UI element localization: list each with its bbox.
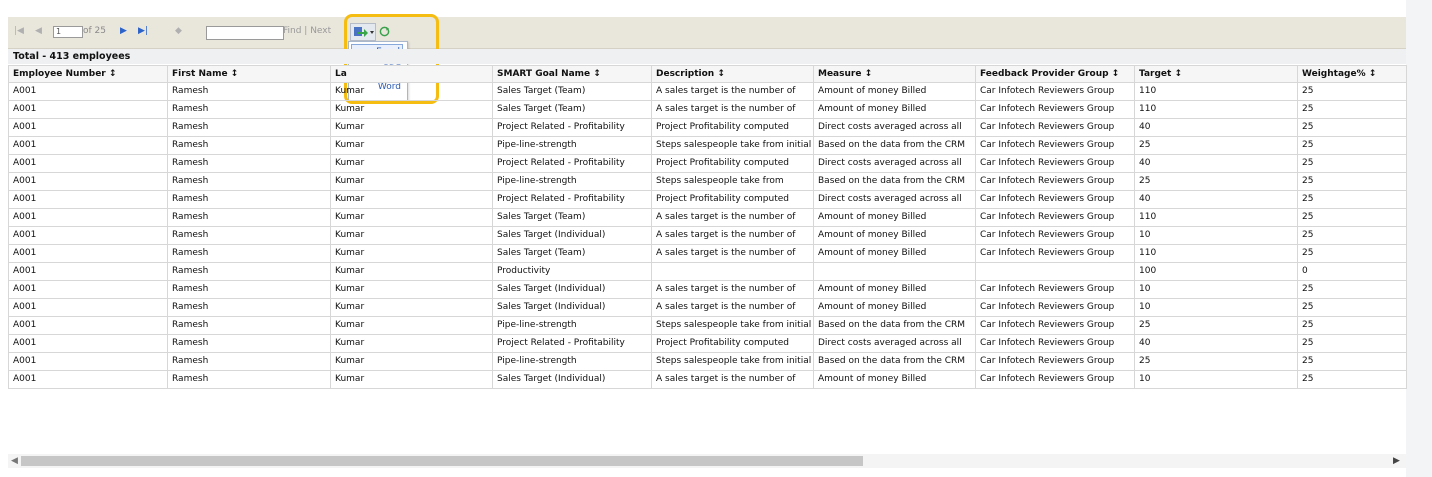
table-cell: 25 — [1298, 173, 1407, 191]
table-cell: Sales Target (Individual) — [493, 227, 652, 245]
table-cell: Steps salespeople take from initial — [652, 353, 814, 371]
table-cell: Ramesh — [168, 173, 331, 191]
table-cell: Kumar — [331, 101, 493, 119]
table-cell: Steps salespeople take from — [652, 173, 814, 191]
table-cell: Car Infotech Reviewers Group — [976, 245, 1135, 263]
table-cell: Kumar — [331, 155, 493, 173]
table-cell: Sales Target (Team) — [493, 245, 652, 263]
table-cell: Project Related - Profitability — [493, 155, 652, 173]
table-cell: 110 — [1135, 83, 1298, 101]
table-cell: A001 — [9, 155, 168, 173]
table-cell: 110 — [1135, 101, 1298, 119]
table-cell: A001 — [9, 353, 168, 371]
table-cell: 10 — [1135, 299, 1298, 317]
total-employees-label: Total - 413 employees — [8, 49, 1406, 64]
export-word-option[interactable]: Word — [377, 82, 401, 92]
right-rail — [1406, 0, 1432, 477]
scrollbar-thumb[interactable] — [21, 456, 863, 466]
table-cell: Project Related - Profitability — [493, 191, 652, 209]
table-cell: A001 — [9, 137, 168, 155]
table-cell: Kumar — [331, 227, 493, 245]
table-cell: A sales target is the number of — [652, 83, 814, 101]
table-row — [9, 335, 1407, 353]
table-cell: 25 — [1298, 353, 1407, 371]
table-cell: Car Infotech Reviewers Group — [976, 353, 1135, 371]
col-target-header[interactable]: Target ↕ — [1135, 66, 1298, 83]
table-cell: Kumar — [331, 353, 493, 371]
table-row — [9, 173, 1407, 191]
table-cell: Car Infotech Reviewers Group — [976, 101, 1135, 119]
table-cell: 0 — [1298, 263, 1407, 281]
table-row — [9, 263, 1407, 281]
table-cell: Kumar — [331, 245, 493, 263]
table-cell: Amount of money Billed — [814, 371, 976, 389]
table-cell: Car Infotech Reviewers Group — [976, 335, 1135, 353]
scroll-right-icon[interactable]: ▶ — [1393, 456, 1400, 466]
table-cell: Car Infotech Reviewers Group — [976, 209, 1135, 227]
table-cell: 25 — [1298, 191, 1407, 209]
table-row — [9, 119, 1407, 137]
col-description-header[interactable]: Description ↕ — [652, 66, 814, 83]
export-button[interactable] — [350, 23, 376, 41]
table-cell: 25 — [1298, 371, 1407, 389]
table-cell: Ramesh — [168, 245, 331, 263]
table-cell: Project Profitability computed — [652, 191, 814, 209]
table-cell: Sales Target (Individual) — [493, 299, 652, 317]
chevron-down-icon — [370, 31, 374, 34]
col-last-name-header[interactable]: La — [331, 66, 493, 83]
table-cell: Car Infotech Reviewers Group — [976, 281, 1135, 299]
table-row — [9, 299, 1407, 317]
table-cell: Ramesh — [168, 209, 331, 227]
col-weightage-header[interactable]: Weightage% ↕ — [1298, 66, 1407, 83]
table-row — [9, 245, 1407, 263]
table-cell: A001 — [9, 173, 168, 191]
table-cell — [976, 263, 1135, 281]
table-cell: Kumar — [331, 281, 493, 299]
table-row — [9, 353, 1407, 371]
table-row — [9, 191, 1407, 209]
back-icon[interactable]: ◆ — [175, 26, 182, 36]
find-input[interactable] — [206, 26, 284, 40]
table-row — [9, 281, 1407, 299]
table-cell: Amount of money Billed — [814, 227, 976, 245]
table-cell: 110 — [1135, 209, 1298, 227]
table-cell: A001 — [9, 317, 168, 335]
table-cell: 25 — [1298, 245, 1407, 263]
table-cell: 10 — [1135, 281, 1298, 299]
table-cell: Kumar — [331, 263, 493, 281]
table-cell: 10 — [1135, 371, 1298, 389]
table-cell: Sales Target (Team) — [493, 209, 652, 227]
table-cell: A sales target is the number of — [652, 209, 814, 227]
table-cell: Project Profitability computed — [652, 119, 814, 137]
table-cell: Car Infotech Reviewers Group — [976, 155, 1135, 173]
table-cell: 25 — [1298, 281, 1407, 299]
employee-goals-table — [8, 65, 1407, 389]
table-cell: Direct costs averaged across all — [814, 155, 976, 173]
table-cell: A001 — [9, 227, 168, 245]
table-cell: Car Infotech Reviewers Group — [976, 317, 1135, 335]
table-cell: Pipe-line-strength — [493, 173, 652, 191]
table-cell: A sales target is the number of — [652, 299, 814, 317]
table-cell: 25 — [1298, 317, 1407, 335]
table-cell: Car Infotech Reviewers Group — [976, 299, 1135, 317]
table-cell: Amount of money Billed — [814, 209, 976, 227]
table-cell: 25 — [1298, 83, 1407, 101]
table-cell: 110 — [1135, 245, 1298, 263]
report-toolbar — [8, 17, 1406, 49]
table-cell: A sales target is the number of — [652, 245, 814, 263]
table-cell: 25 — [1135, 137, 1298, 155]
table-cell: Car Infotech Reviewers Group — [976, 173, 1135, 191]
table-cell: Amount of money Billed — [814, 245, 976, 263]
table-cell: Ramesh — [168, 263, 331, 281]
find-next-link[interactable]: Find | Next — [283, 26, 332, 36]
table-cell: Amount of money Billed — [814, 281, 976, 299]
table-row — [9, 371, 1407, 389]
last-page-icon[interactable]: ▶| — [138, 26, 148, 36]
table-cell: Project Profitability computed — [652, 155, 814, 173]
table-cell: A001 — [9, 371, 168, 389]
table-cell: A001 — [9, 83, 168, 101]
table-cell: A001 — [9, 191, 168, 209]
col-measure-header[interactable]: Measure ↕ — [814, 66, 976, 83]
table-cell: 10 — [1135, 227, 1298, 245]
table-cell: 25 — [1298, 101, 1407, 119]
table-row — [9, 227, 1407, 245]
table-cell: Sales Target (Team) — [493, 83, 652, 101]
table-cell: Project Related - Profitability — [493, 119, 652, 137]
table-cell: Based on the data from the CRM — [814, 173, 976, 191]
table-cell: 25 — [1298, 335, 1407, 353]
col-employee-number-header[interactable]: Employee Number ↕ — [9, 66, 168, 83]
table-cell: Kumar — [331, 83, 493, 101]
col-first-name-header[interactable]: First Name ↕ — [168, 66, 331, 83]
table-cell: Ramesh — [168, 227, 331, 245]
table-cell: Pipe-line-strength — [493, 137, 652, 155]
table-cell: Car Infotech Reviewers Group — [976, 119, 1135, 137]
table-cell: A001 — [9, 101, 168, 119]
export-icon — [351, 24, 375, 40]
table-cell: 25 — [1298, 119, 1407, 137]
table-cell — [814, 263, 976, 281]
table-cell: A sales target is the number of — [652, 371, 814, 389]
table-cell: A001 — [9, 335, 168, 353]
table-cell: Ramesh — [168, 299, 331, 317]
table-cell: A sales target is the number of — [652, 281, 814, 299]
page-count-label: of 25 — [83, 26, 106, 36]
table-cell: Car Infotech Reviewers Group — [976, 137, 1135, 155]
table-cell: 25 — [1135, 173, 1298, 191]
table-cell: Car Infotech Reviewers Group — [976, 371, 1135, 389]
table-cell: Kumar — [331, 371, 493, 389]
table-cell: 40 — [1135, 335, 1298, 353]
table-cell: Kumar — [331, 173, 493, 191]
table-cell: Ramesh — [168, 83, 331, 101]
table-cell: Project Related - Profitability — [493, 335, 652, 353]
table-row — [9, 101, 1407, 119]
table-row — [9, 137, 1407, 155]
table-cell: A001 — [9, 263, 168, 281]
table-cell: Ramesh — [168, 335, 331, 353]
table-cell: Ramesh — [168, 353, 331, 371]
table-row — [9, 209, 1407, 227]
table-cell: Amount of money Billed — [814, 83, 976, 101]
prev-page-icon[interactable]: ◀ — [35, 26, 42, 36]
col-smart-goal-name-header[interactable]: SMART Goal Name ↕ — [493, 66, 652, 83]
table-cell: Direct costs averaged across all — [814, 119, 976, 137]
refresh-icon[interactable] — [379, 26, 390, 37]
table-row — [9, 317, 1407, 335]
table-cell: Kumar — [331, 191, 493, 209]
table-cell: Car Infotech Reviewers Group — [976, 227, 1135, 245]
table-cell: A001 — [9, 299, 168, 317]
table-cell: Ramesh — [168, 155, 331, 173]
table-cell: 25 — [1135, 317, 1298, 335]
table-cell: Sales Target (Individual) — [493, 281, 652, 299]
table-cell: A001 — [9, 119, 168, 137]
table-cell: 25 — [1298, 227, 1407, 245]
col-feedback-provider-group-header[interactable]: Feedback Provider Group ↕ — [976, 66, 1135, 83]
next-page-icon[interactable]: ▶ — [120, 26, 127, 36]
table-cell: Amount of money Billed — [814, 299, 976, 317]
table-cell: Sales Target (Team) — [493, 101, 652, 119]
first-page-icon[interactable]: |◀ — [14, 26, 24, 36]
table-cell — [652, 263, 814, 281]
table-row — [9, 155, 1407, 173]
table-cell: Ramesh — [168, 371, 331, 389]
report-viewer — [8, 17, 1406, 470]
table-cell: 100 — [1135, 263, 1298, 281]
table-cell: Kumar — [331, 299, 493, 317]
table-cell: 25 — [1135, 353, 1298, 371]
table-cell: 25 — [1298, 209, 1407, 227]
table-cell: Direct costs averaged across all — [814, 335, 976, 353]
table-cell: Sales Target (Individual) — [493, 371, 652, 389]
table-cell: Ramesh — [168, 281, 331, 299]
page-number-input[interactable] — [53, 26, 83, 38]
table-cell: Kumar — [331, 317, 493, 335]
table-cell: Ramesh — [168, 191, 331, 209]
table-cell: Based on the data from the CRM — [814, 317, 976, 335]
table-cell: Car Infotech Reviewers Group — [976, 191, 1135, 209]
table-cell: Productivity — [493, 263, 652, 281]
table-cell: Ramesh — [168, 119, 331, 137]
table-cell: 25 — [1298, 299, 1407, 317]
table-cell: Kumar — [331, 209, 493, 227]
table-cell: 40 — [1135, 155, 1298, 173]
table-cell: A001 — [9, 209, 168, 227]
table-cell: 40 — [1135, 119, 1298, 137]
table-cell: A001 — [9, 245, 168, 263]
table-cell: Kumar — [331, 137, 493, 155]
table-cell: Car Infotech Reviewers Group — [976, 83, 1135, 101]
table-cell: Pipe-line-strength — [493, 317, 652, 335]
table-row — [9, 83, 1407, 101]
table-cell: A sales target is the number of — [652, 101, 814, 119]
table-cell: 25 — [1298, 155, 1407, 173]
table-cell: Kumar — [331, 119, 493, 137]
table-cell: A sales target is the number of — [652, 227, 814, 245]
horizontal-scrollbar[interactable] — [8, 454, 1406, 468]
table-cell: Kumar — [331, 335, 493, 353]
table-cell: Based on the data from the CRM — [814, 137, 976, 155]
table-cell: Project Profitability computed — [652, 335, 814, 353]
table-cell: Steps salespeople take from initial — [652, 317, 814, 335]
table-cell: Steps salespeople take from initial — [652, 137, 814, 155]
scroll-left-icon[interactable]: ◀ — [11, 456, 18, 466]
table-cell: Pipe-line-strength — [493, 353, 652, 371]
table-cell: Based on the data from the CRM — [814, 353, 976, 371]
table-cell: 40 — [1135, 191, 1298, 209]
table-cell: Direct costs averaged across all — [814, 191, 976, 209]
table-cell: A001 — [9, 281, 168, 299]
table-cell: Ramesh — [168, 137, 331, 155]
table-cell: Amount of money Billed — [814, 101, 976, 119]
table-cell: Ramesh — [168, 317, 331, 335]
table-cell: Ramesh — [168, 101, 331, 119]
table-cell: 25 — [1298, 137, 1407, 155]
